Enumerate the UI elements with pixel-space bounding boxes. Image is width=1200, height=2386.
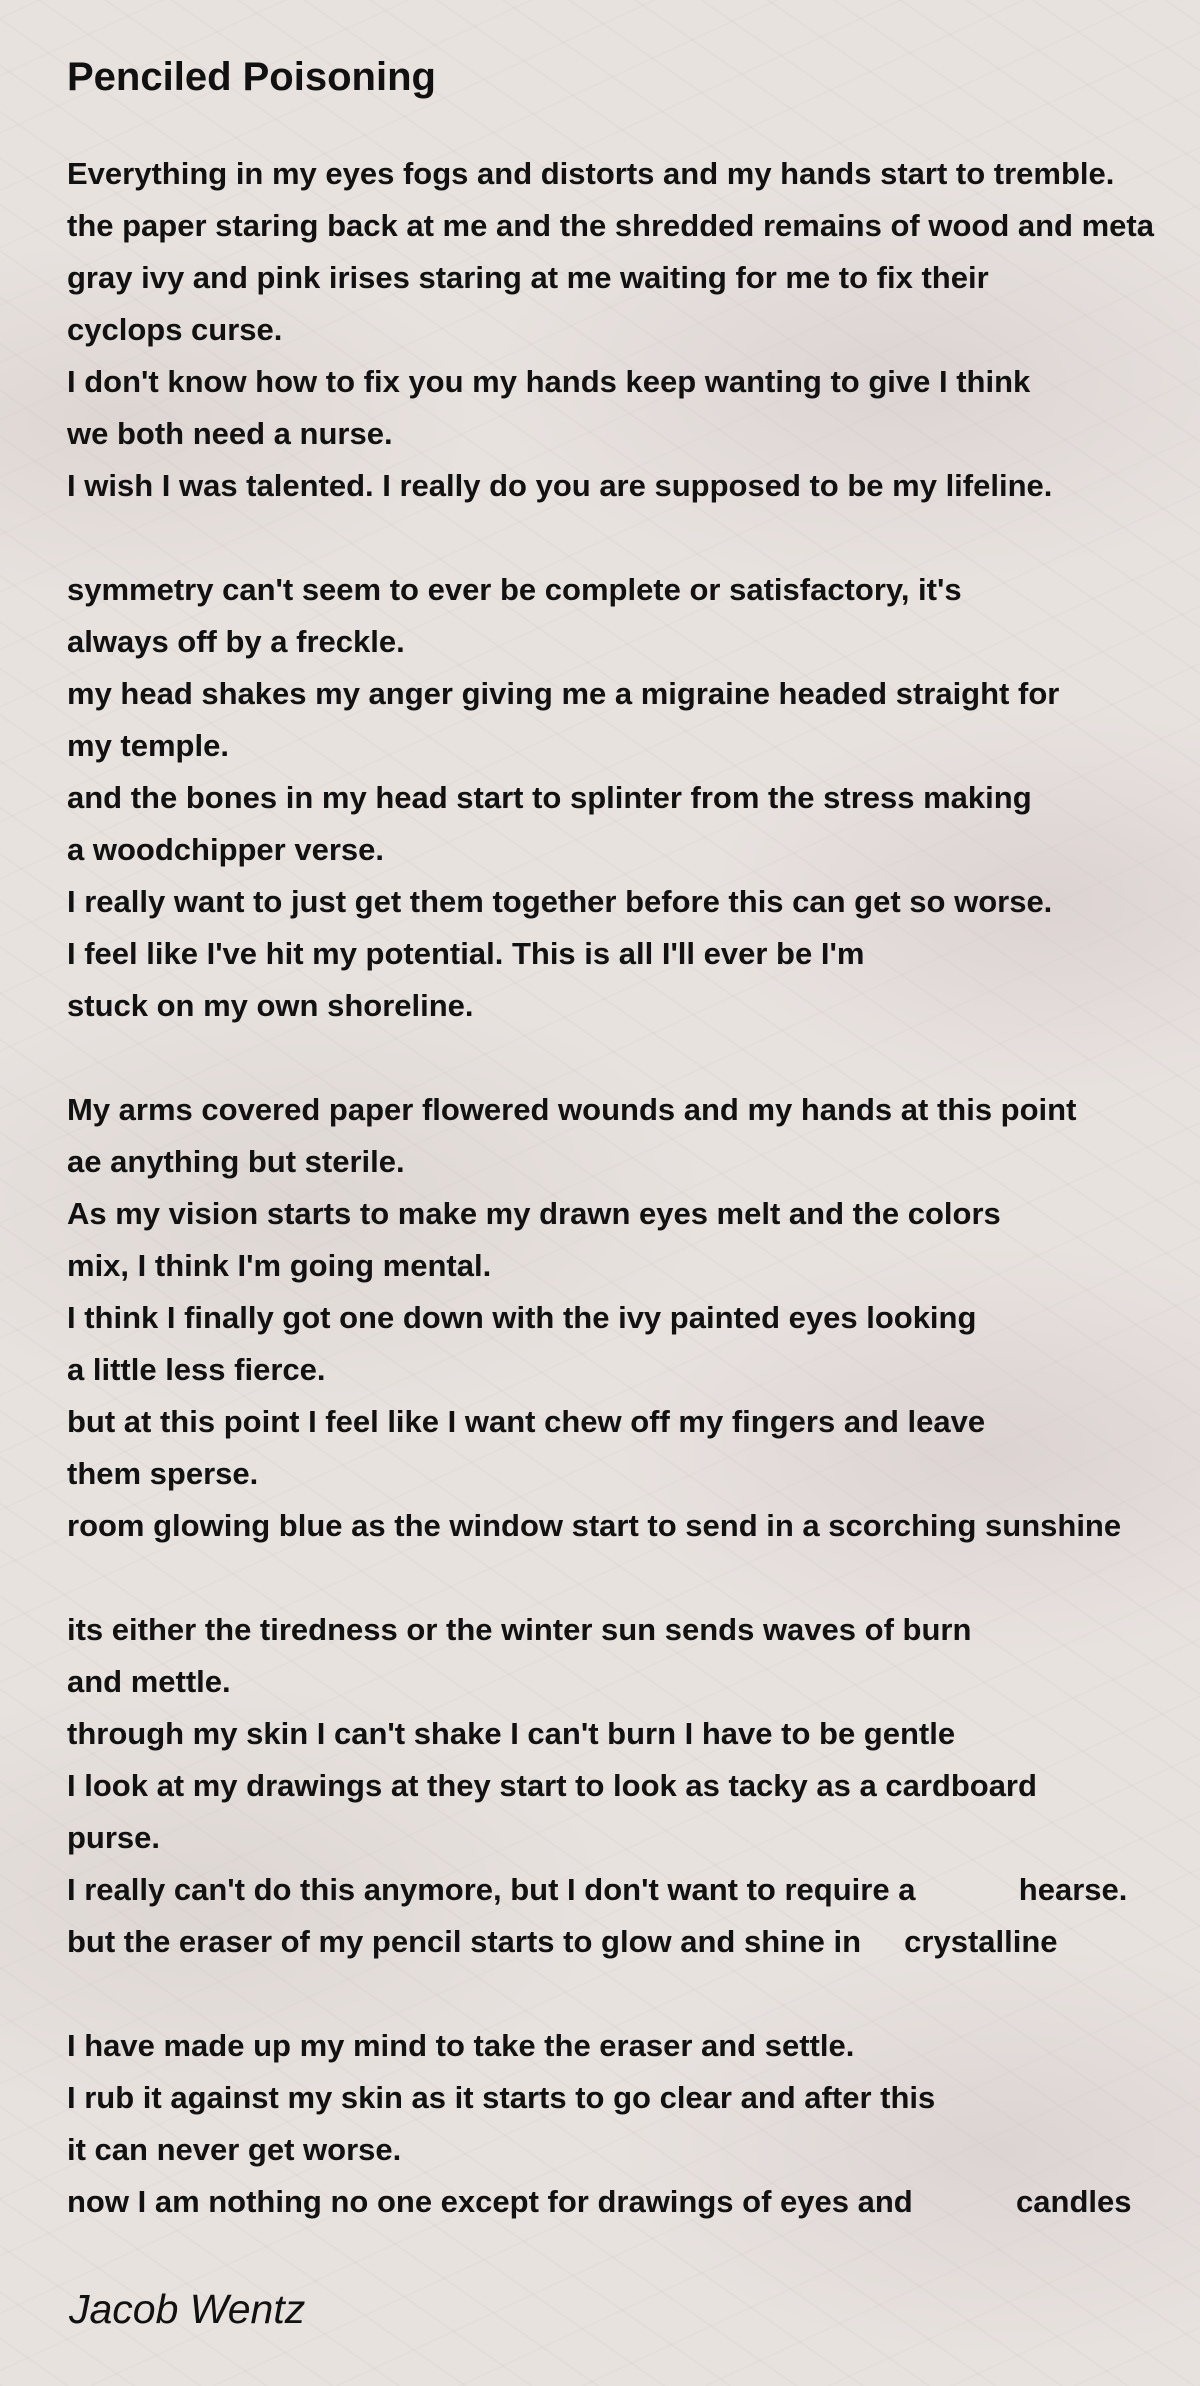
poem-line: Everything in my eyes fogs and distorts and my hands start to tremble. (67, 156, 1115, 191)
poem-line: its either the tiredness or the winter sun sends waves of burn (67, 1612, 972, 1647)
poem-line: cyclops curse. (67, 312, 283, 347)
poem-title: Penciled Poisoning (67, 55, 436, 99)
poem-line: My arms covered paper flowered wounds and my hands at this point (67, 1092, 1077, 1127)
poem-line: gray ivy and pink irises staring at me waiting for me to fix their (67, 260, 989, 295)
poem-line: the paper staring back at me and the shredded remains of wood and meta (67, 208, 1154, 243)
poem-line: my head shakes my anger giving me a migraine headed straight for (67, 676, 1060, 711)
poem-line: and the bones in my head start to splinter from the stress making (67, 780, 1032, 815)
poem-line: I don't know how to fix you my hands keep wanting to give I think (67, 364, 1031, 399)
poem-line: I feel like I've hit my potential. This is all I'll ever be I'm (67, 936, 865, 971)
stanza-break (67, 1552, 1200, 1604)
poem-line: always off by a freckle. (67, 624, 405, 659)
poem-line: it can never get worse. (67, 2132, 402, 2167)
poem-line: a woodchipper verse. (67, 832, 384, 867)
poem-line: As my vision starts to make my drawn eyes melt and the colors (67, 1196, 1001, 1231)
poem-line: I have made up my mind to take the eraser and settle. (67, 2028, 855, 2063)
poem-line: ae anything but sterile. (67, 1144, 405, 1179)
poem-line: but the eraser of my pencil starts to glow and shine in crystalline (67, 1924, 1058, 1959)
poem-line: I look at my drawings at they start to look as tacky as a cardboard (67, 1768, 1037, 1803)
stanza-5 (67, 2020, 1200, 2228)
poem-author: Jacob Wentz (69, 2286, 306, 2332)
stanza-1 (67, 148, 1200, 512)
poem-body (67, 148, 1200, 2228)
poem-line: room glowing blue as the window start to send in a scorching sunshine (67, 1508, 1122, 1543)
poem-line: I really want to just get them together before this can get so worse. (67, 884, 1053, 919)
stanza-3 (67, 1084, 1200, 1552)
poem-line: now I am nothing no one except for drawings of eyes and candles (67, 2184, 1132, 2219)
poem-line: through my skin I can't shake I can't burn I have to be gentle (67, 1716, 956, 1751)
poem-line: but at this point I feel like I want chew off my fingers and leave (67, 1404, 986, 1439)
poem-line: and mettle. (67, 1664, 231, 1699)
poem-line: purse. (67, 1820, 161, 1855)
poem-line: a little less fierce. (67, 1352, 326, 1387)
poem-line: mix, I think I'm going mental. (67, 1248, 492, 1283)
stanza-break (67, 1968, 1200, 2020)
poem-line: we both need a nurse. (67, 416, 393, 451)
stanza-4 (67, 1604, 1200, 1968)
poem-line: I wish I was talented. I really do you are supposed to be my lifeline. (67, 468, 1053, 503)
poem-line: stuck on my own shoreline. (67, 988, 474, 1023)
stanza-2 (67, 564, 1200, 1032)
stanza-break (67, 1032, 1200, 1084)
poem-line: I really can't do this anymore, but I don't want to require a hearse. (67, 1872, 1128, 1907)
poem-line: symmetry can't seem to ever be complete or satisfactory, it's (67, 572, 962, 607)
poem-line: them sperse. (67, 1456, 259, 1491)
poem-line: my temple. (67, 728, 229, 763)
poem-line: I rub it against my skin as it starts to go clear and after this (67, 2080, 936, 2115)
poem-line: I think I finally got one down with the ivy painted eyes looking (67, 1300, 977, 1335)
stanza-break (67, 512, 1200, 564)
